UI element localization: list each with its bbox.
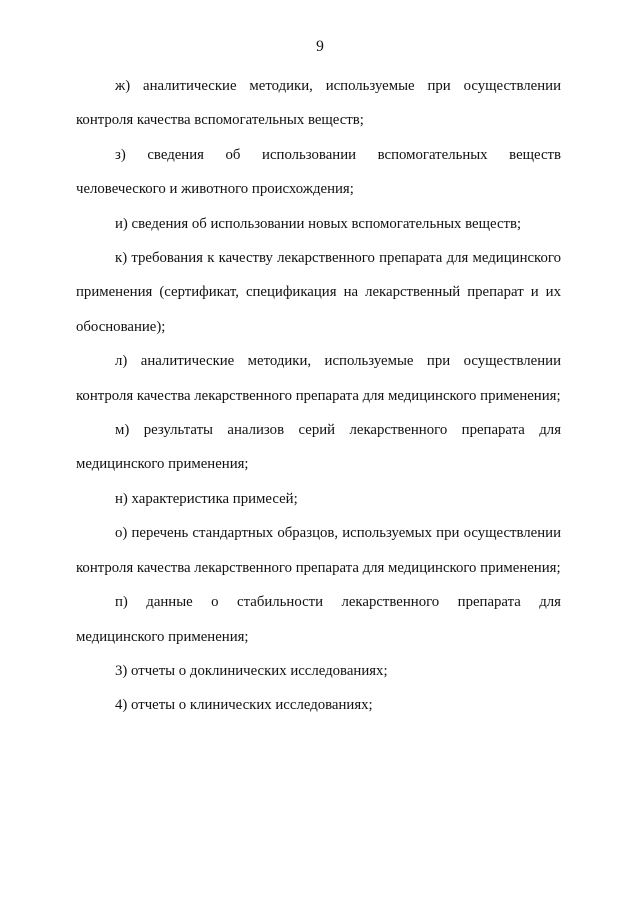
list-item: 3) отчеты о доклинических исследованиях;	[115, 662, 388, 679]
list-item: ж) аналитические методики, используемые при осуществлении контроля качества вспомогательных веществ;	[76, 78, 561, 129]
list-item: и) сведения об использовании новых вспомогательных веществ;	[115, 215, 522, 232]
list-item: м) результаты анализов серий лекарственного препарата для медицинского применения;	[76, 422, 561, 473]
list-item: к) требования к качеству лекарственного препарата для медицинского применения (сертификат, спецификация на лекарственный препарат и их обоснование);	[76, 250, 561, 335]
page-number: 9	[316, 38, 324, 55]
list-item: о) перечень стандартных образцов, используемых при осуществлении контроля качества лекарственного препарата для медицинского применения;	[76, 525, 561, 576]
list-item: п) данные о стабильности лекарственного препарата для медицинского применения;	[76, 594, 561, 645]
list-item: з) сведения об использовании вспомогательных веществ человеческого и животного происхождения;	[76, 146, 561, 198]
list-item: л) аналитические методики, используемые при осуществлении контроля качества лекарственного препарата для медицинского применения;	[76, 353, 561, 404]
document-body	[76, 69, 561, 723]
list-item: н) характеристика примесей;	[115, 490, 298, 507]
list-item: 4) отчеты о клинических исследованиях;	[115, 697, 373, 714]
